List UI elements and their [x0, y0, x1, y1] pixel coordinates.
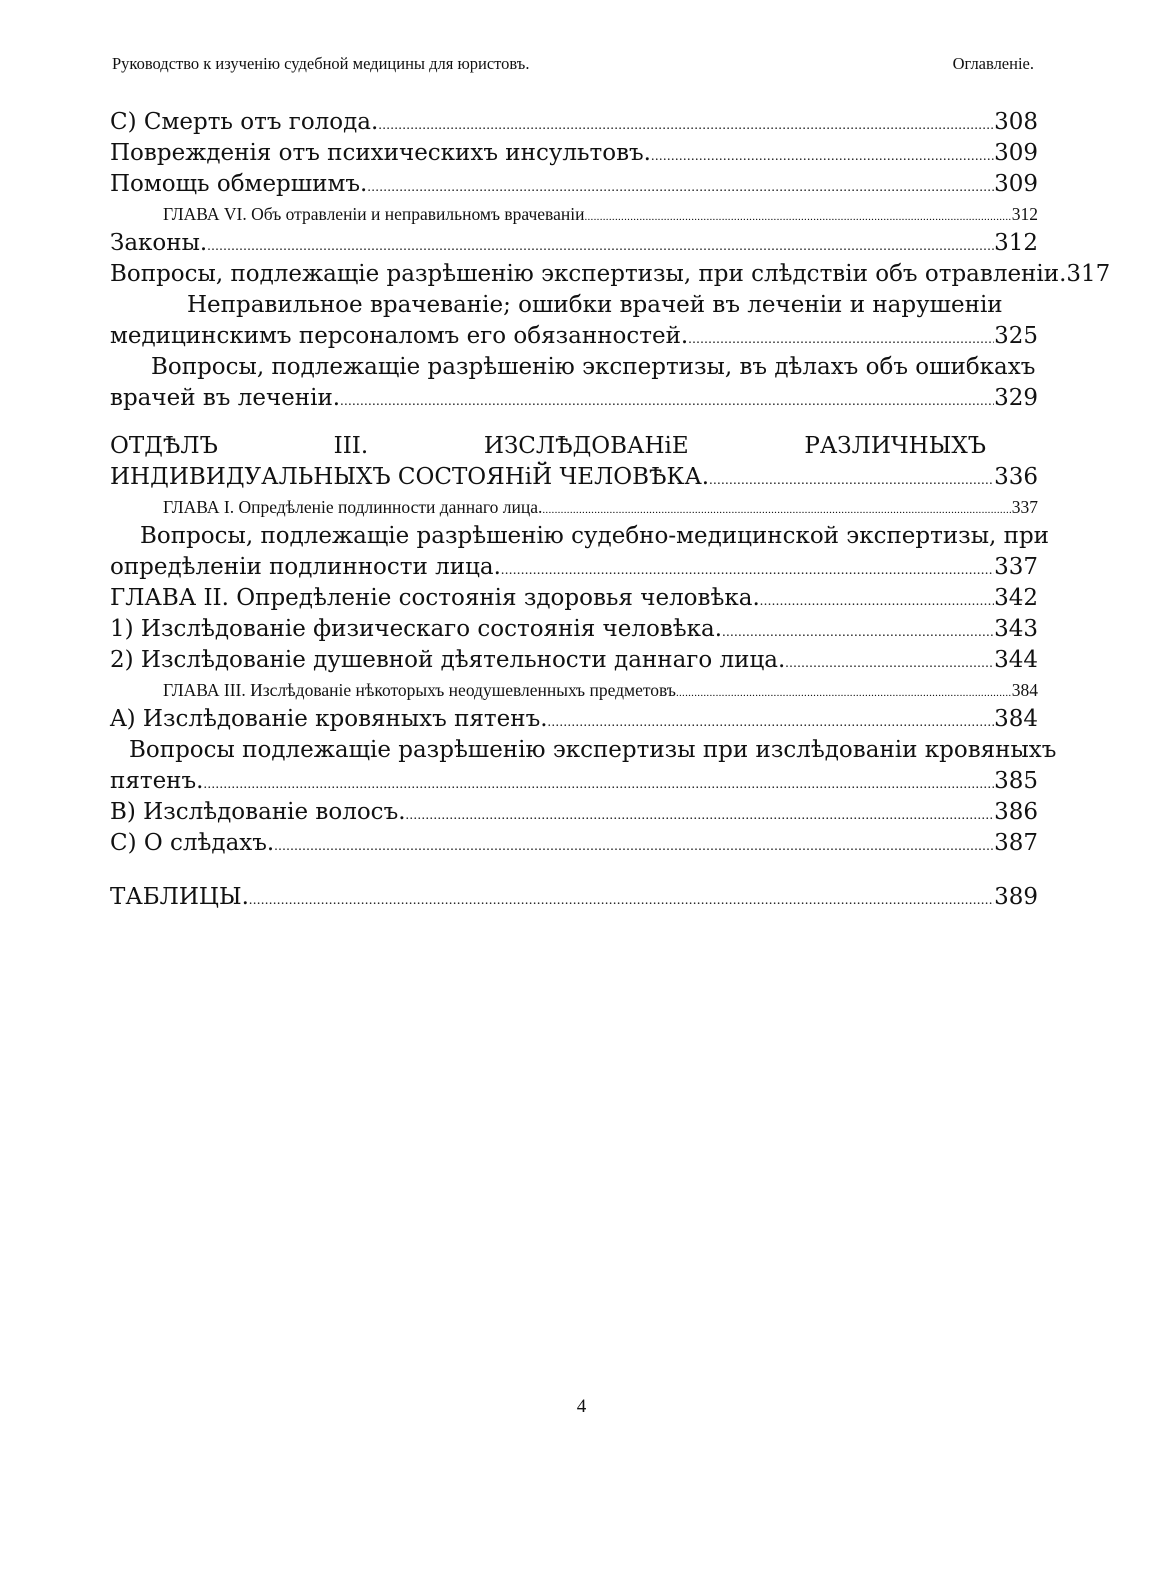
toc-entry: [110, 882, 1038, 913]
toc-entry: [110, 645, 1038, 676]
toc-entry-title: C) О слѣдахъ.: [110, 830, 275, 856]
toc-entry: [110, 228, 1038, 259]
dot-leader: [249, 885, 994, 916]
toc-entry: [110, 766, 1038, 797]
toc-entry-title-line2: опредѣленіи подлинности лица.: [110, 554, 501, 580]
header-book-title: Руководство к изученію судебной медицины для юристовъ.: [112, 54, 530, 73]
toc-entry-title: A) Изслѣдованіе кровяныхъ пятенъ.: [110, 706, 548, 732]
section-word: III.: [333, 433, 369, 459]
table-of-contents: [110, 107, 1111, 913]
section-heading-line2: ИНДИВИДУАЛЬНЫХЪ СОСТОЯНіЙ ЧЕЛОВѢКА.: [110, 464, 710, 490]
section-word: ИЗСЛѢДОВАНіЕ: [483, 433, 689, 459]
toc-entry-title-line2: медицинскимъ персоналомъ его обязанностей.: [110, 323, 689, 349]
dot-leader: [542, 496, 1011, 524]
dot-leader: [760, 586, 994, 617]
toc-entry-title: Помощь обмершимъ.: [110, 171, 368, 197]
toc-entry: [110, 383, 1038, 414]
toc-chapter-entry: [110, 493, 1038, 521]
toc-entry: [110, 169, 1038, 200]
toc-entry-page: 312: [994, 230, 1038, 256]
toc-entry: [110, 797, 1038, 828]
toc-entry: [110, 828, 1038, 859]
toc-entry-page: 389: [994, 884, 1038, 910]
section-word: РАЗЛИЧНЫХЪ: [804, 433, 986, 459]
toc-entry-page: 342: [994, 585, 1038, 611]
toc-entry-page: 386: [994, 799, 1038, 825]
toc-entry-page: 312: [1011, 204, 1038, 224]
toc-entry-title-line1: Вопросы подлежащіе разрѣшенію экспертизы при изслѣдованіи кровяныхъ: [129, 737, 1057, 763]
dot-leader: [340, 386, 994, 417]
toc-entry: [110, 552, 1038, 583]
toc-entry-title-line2: пятенъ.: [110, 768, 204, 794]
dot-leader: [548, 707, 995, 738]
toc-entry: [110, 614, 1038, 645]
toc-entry-page: 308: [994, 109, 1038, 135]
toc-entry-page: 343: [994, 616, 1038, 642]
toc-entry: [110, 138, 1038, 169]
toc-chapter-entry: [110, 676, 1038, 704]
dot-leader: [367, 172, 994, 203]
toc-entry-title: Вопросы, подлежащіе разрѣшенію экспертизы, при слѣдствіи объ отравленіи.: [110, 261, 1067, 287]
section-word: ОТДѢЛЪ: [110, 433, 218, 459]
dot-leader: [274, 831, 994, 862]
dot-leader: [584, 203, 1011, 231]
toc-entry-title-line2: врачей въ леченіи.: [110, 385, 341, 411]
toc-entry-title: ГЛАВА III. Изслѣдованіе нѣкоторыхъ неодушевленныхъ предметовъ: [163, 680, 676, 700]
toc-entry-title: B) Изслѣдованіе волосъ.: [110, 799, 406, 825]
toc-entry-page: 309: [994, 171, 1038, 197]
toc-entry: [110, 704, 1038, 735]
dot-leader: [785, 648, 994, 679]
dot-leader: [722, 617, 994, 648]
dot-leader: [651, 141, 994, 172]
dot-leader: [378, 110, 994, 141]
toc-entry-title-line1: Неправильное врачеваніе; ошибки врачей въ леченіи и нарушеніи: [187, 292, 1003, 318]
section-heading-line1: [110, 431, 986, 462]
toc-entry-title: ГЛАВА I. Опредѣленіе подлинности даннаго лица.: [163, 497, 543, 517]
toc-entry-page: 325: [994, 323, 1038, 349]
toc-entry: [110, 259, 1111, 290]
page-number: 4: [576, 1396, 587, 1417]
toc-entry-title: C) Смерть отъ голода.: [110, 109, 379, 135]
toc-entry-page: 337: [1011, 497, 1038, 517]
toc-chapter-entry: [110, 200, 1038, 228]
toc-entry-page: 329: [994, 385, 1038, 411]
toc-entry-page: 387: [994, 830, 1038, 856]
toc-entry-page: 385: [994, 768, 1038, 794]
toc-entry-title-line1: Вопросы, подлежащіе разрѣшенію судебно-медицинской экспертизы, при: [140, 523, 1050, 549]
dot-leader: [709, 465, 994, 496]
toc-entry-title: Законы.: [110, 230, 208, 256]
toc-entry-title: ГЛАВА VI. Объ отравленіи и неправильномъ врачеваніи: [163, 204, 585, 224]
toc-entry-page: 337: [994, 554, 1038, 580]
toc-entry: [110, 321, 1038, 352]
toc-entry-page: 336: [994, 464, 1038, 490]
toc-entry-page: 384: [994, 706, 1038, 732]
toc-entry-title: ГЛАВА II. Опредѣленіе состоянія здоровья человѣка.: [110, 585, 760, 611]
toc-entry-page: 317: [1066, 261, 1111, 287]
toc-entry-title: ТАБЛИЦЫ.: [110, 884, 249, 910]
dot-leader: [676, 679, 1012, 707]
dot-leader: [203, 769, 994, 800]
toc-entry-title: Поврежденія отъ психическихъ инсультовъ.: [110, 140, 651, 166]
toc-section-entry: [110, 462, 1038, 493]
toc-entry-page: 384: [1011, 680, 1038, 700]
dot-leader: [501, 555, 994, 586]
toc-entry: [110, 583, 1038, 614]
running-header: [112, 54, 1034, 78]
toc-entry-title-line1: Вопросы, подлежащіе разрѣшенію экспертизы, въ дѣлахъ объ ошибкахъ: [151, 354, 1036, 380]
toc-entry: [110, 107, 1038, 138]
toc-entry-title: 2) Изслѣдованіе душевной дѣятельности даннаго лица.: [110, 647, 786, 673]
dot-leader: [406, 800, 995, 831]
dot-leader: [207, 231, 994, 262]
toc-entry-page: 344: [994, 647, 1038, 673]
header-section-title: Оглавленіе.: [952, 54, 1034, 73]
toc-entry-page: 309: [994, 140, 1038, 166]
dot-leader: [688, 324, 994, 355]
toc-entry-title: 1) Изслѣдованіе физическаго состоянія человѣка.: [110, 616, 723, 642]
